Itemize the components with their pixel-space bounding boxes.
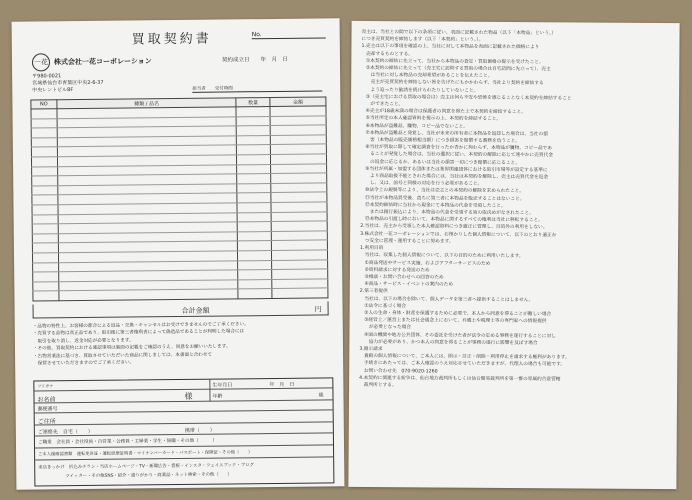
header-no: NO xyxy=(31,100,57,109)
table-cell[interactable] xyxy=(31,138,57,148)
table-cell[interactable] xyxy=(271,221,327,231)
terms-line: ることが発覚した場合は、当社の選択に従い、本契約の解除に応じて速やかに売買代金 xyxy=(360,152,553,159)
customer-info-form xyxy=(33,377,334,486)
terms-line: ⑦本物品が盗難品と発覚し、当社が未来の所有者に本物品を返却した場合は、当社の損 xyxy=(360,130,548,138)
terms-line: ①商品発送やサービス実施、およびアフターサービスのため xyxy=(359,260,491,267)
table-cell[interactable] xyxy=(236,107,270,117)
birth-date-field[interactable]: 年 月 日 xyxy=(269,381,295,389)
terms-line: 売主は、当社との間で以下の条項に従い、表面に記載された物品（以下「本物品」という。） xyxy=(361,29,557,37)
terms-line: ③相談・お問い合わせへの回答のため xyxy=(359,274,444,281)
table-cell[interactable] xyxy=(32,224,58,234)
table-cell[interactable] xyxy=(32,186,58,196)
terms-line: お問い合わせ先 070-9020-1260 xyxy=(359,368,438,375)
address-line: 宮城県仙台市青葉区中央2-6-37 xyxy=(32,79,104,87)
terms-line: 売主が売買契約を締結しない旨を告げたにもかかわらず、当社より契約を締結する xyxy=(361,80,544,87)
table-cell[interactable] xyxy=(237,154,271,164)
table-cell[interactable] xyxy=(237,183,271,193)
table-cell[interactable] xyxy=(272,240,328,250)
terms-line: の返金に応じるか、あるいは当社の損害一切につき賠償に応じること。 xyxy=(360,159,520,166)
serial-number-field: No. xyxy=(252,30,326,39)
company-logo-icon: 一花 xyxy=(32,53,50,71)
age-unit: 歳 xyxy=(318,392,324,399)
table-cell[interactable] xyxy=(271,231,327,241)
terms-line: つ安全に管理・運用することに努めます。 xyxy=(360,238,454,245)
terms-line: 2.第三者提供 xyxy=(359,289,388,295)
address-line: 〒980-0021 xyxy=(32,73,62,80)
terms-line: ⑤当社所定の本人確認資料を提示の上、本契約を締結すること。 xyxy=(360,116,502,123)
table-cell[interactable] xyxy=(237,135,271,145)
table-cell[interactable] xyxy=(32,176,58,186)
table-cell[interactable] xyxy=(271,192,327,202)
terms-line: ⑥本物品が盗難品、贋物、コピー品でないこと。 xyxy=(360,123,469,130)
terms-line: ができたこと。 xyxy=(361,101,404,108)
table-cell[interactable] xyxy=(271,164,327,174)
terms-line: 3.開示請求 xyxy=(359,346,383,353)
table-cell[interactable] xyxy=(237,164,271,174)
terms-line: ⑩法令上の規制等により、当社は売主との本契約の解除を求められたこと。 xyxy=(360,188,525,195)
age-label: 年齢 xyxy=(212,393,223,400)
terms-line: ④国の機関や地方公共団体、その委託を受けた者が法令の定める事務を遂行することに対し xyxy=(359,332,556,339)
terms-line: につき売買契約を締結します（以下「本契約」という。）。 xyxy=(361,37,484,43)
table-cell[interactable] xyxy=(272,250,328,260)
table-cell[interactable] xyxy=(271,154,327,164)
terms-line: ⑪当社が本物品買受後、直ちに第三者に本物品を販売することはないこと。 xyxy=(360,195,525,202)
table-cell[interactable] xyxy=(32,195,58,205)
items-table xyxy=(30,96,328,301)
table-cell[interactable] xyxy=(272,288,328,298)
terms-line: は当社に対し本物品の売却希望があることを伝えたこと。 xyxy=(361,73,493,80)
terms-line: 1.利用目的 xyxy=(360,246,384,252)
terms-line: よう迫ったり勧誘を続けられたりしていないこと。 xyxy=(361,87,479,94)
terms-line: が必要となった場合 xyxy=(359,325,412,331)
terms-line: 2.当社は、売主から受領した本人確認資料につき厳正に管理し、目的外の利用をしない。 xyxy=(360,224,548,231)
table-cell[interactable] xyxy=(271,173,327,183)
note-line: ・その他、買取契約における確認事項は裏面の記載をご確認のうえ、同意をお願いいたします。 xyxy=(32,344,231,352)
terms-line: ④商品・サービス・イベントの案内のため xyxy=(359,282,454,288)
note-line: 取引を取り消し、返金対応が必要となります。 xyxy=(32,338,134,345)
table-cell[interactable] xyxy=(236,116,270,126)
table-cell[interactable] xyxy=(238,241,272,251)
purchase-contract-front xyxy=(12,18,345,489)
visit-source-options-more[interactable]: ツイッター・その他SNS・紹介・通りがかり・商業誌・ネット検索・その他（ ） xyxy=(65,472,232,480)
terms-line: ②資料請求に対する発送のため xyxy=(359,267,430,274)
terms-line: ③（売主宅における買取の場合は）売主は何ら不安や恐怖を感じることなく本契約を締結すること xyxy=(361,94,572,102)
table-cell[interactable] xyxy=(238,250,272,260)
table-cell[interactable] xyxy=(32,233,58,243)
contract-date-field: 契約成立日 年 月 日 xyxy=(221,56,289,64)
visit-source-options[interactable]: 来店きっかけ 折込みチラシ・当店ホームページ・TV・新聞広告・看板・インスタ・フェイスブック・ブログ xyxy=(38,463,254,471)
name-label: お名前 xyxy=(37,396,56,404)
table-cell[interactable] xyxy=(236,126,270,136)
terms-line: ①法令に基づく場合 xyxy=(359,303,407,309)
header-quantity: 数量 xyxy=(236,98,270,107)
terms-line: 4.本契約に関連する紛争は、仙台地方裁判所もしくは仙台簡易裁判所を第一審の専属的合意管轄 xyxy=(359,375,561,383)
table-row xyxy=(33,288,328,301)
terms-line: ③経営上／運営上または社会通念上において、弁護士や税理士等の専門家への情報提供 xyxy=(359,318,547,325)
table-cell[interactable] xyxy=(271,211,327,221)
company-name: 株式会社一花コーポレーション xyxy=(53,57,152,67)
address-line: 中央レントビル8F xyxy=(32,87,74,94)
terms-line: ⑧当社が買取に際して確定調査を行ったか否かに拘わらず、本物品が贋物、コピー品であ xyxy=(360,145,552,152)
table-cell[interactable] xyxy=(270,116,326,126)
honorific-sama: 様 xyxy=(184,391,193,401)
staff-field: 担当者 受付時間 xyxy=(192,84,322,92)
terms-line: し、又は、前号と同様の対応を行う必要があること。 xyxy=(360,181,483,188)
terms-line: ⑨当社が所属・加盟する団体または業界関連団体における取引市場等が設定する基準に xyxy=(360,166,548,174)
table-cell[interactable] xyxy=(238,231,272,241)
terms-and-conditions xyxy=(359,29,672,391)
terms-line: ①本契約の締結に先立って、当社から本物品の査定・買取価格の提示を受けたこと。 xyxy=(361,58,544,66)
table-cell[interactable] xyxy=(32,205,58,215)
table-cell[interactable] xyxy=(33,262,59,272)
terms-line: より商品取扱不能とされた場合には、当社は本契約を解除し、売主は売買代金を返金 xyxy=(360,173,549,181)
table-cell[interactable] xyxy=(31,147,57,157)
terms-line: 協力が必要があり、かつ本人の同意を得ることが事務の遂行に影響を及ぼす場合 xyxy=(359,339,538,346)
table-cell[interactable] xyxy=(237,193,271,203)
table-cell[interactable] xyxy=(237,174,271,184)
table-cell[interactable] xyxy=(237,212,271,222)
total-row xyxy=(33,301,329,318)
table-cell[interactable] xyxy=(59,289,238,300)
table-cell[interactable] xyxy=(32,253,58,263)
table-cell[interactable] xyxy=(32,214,58,224)
table-cell[interactable] xyxy=(31,157,57,167)
id-document-options[interactable]: ご本人様確認書類 運転免許証・運転経歴証明書・マイナンバーカード・パスポート・保険証・その他（ ） xyxy=(38,450,253,458)
table-cell[interactable] xyxy=(238,260,272,270)
table-cell[interactable] xyxy=(272,259,328,269)
terms-line: 3.株式会社一花コーポレーションでは、お預かりした個人情報について、以下のとおり適正か xyxy=(360,231,557,238)
purchase-contract-back xyxy=(348,21,679,489)
terms-line: 売却するものとする。 xyxy=(361,51,413,57)
terms-line: 当社は、以下の場合を除いて、個人データを第三者へ提供することはしません。 xyxy=(359,296,534,303)
zip-label: 郵便番号 xyxy=(37,406,58,413)
terms-line: 手続きにあたっては、ご本人確認のうえ対応させていただきますが、代理人の場合も可能です。 xyxy=(359,361,566,368)
table-cell[interactable] xyxy=(270,135,326,145)
table-cell[interactable] xyxy=(32,243,58,253)
table-cell[interactable] xyxy=(31,118,57,128)
terms-line: 当社は、収集した個人情報について、以下の目的のために利用いたします。 xyxy=(359,253,524,260)
table-cell[interactable] xyxy=(238,289,272,299)
header-item-name: 種類 / 品名 xyxy=(57,98,236,109)
terms-line: ②人の生命・身体・財産を保護するために必要で、本人から同意を得ることが難しい場合 xyxy=(359,310,552,318)
table-cell[interactable] xyxy=(32,166,58,176)
table-cell[interactable] xyxy=(270,125,326,135)
table-cell[interactable] xyxy=(238,270,272,280)
header-amount: 金額 xyxy=(270,97,326,107)
table-cell[interactable] xyxy=(33,272,59,282)
terms-line: 裁判所とする。 xyxy=(359,382,397,389)
occupation-options[interactable]: ご職業 会社員・会社役員・自営業・公務員・主婦業・学生・無職・その他（ ） xyxy=(37,438,218,446)
terms-line: ⑬本物品の引渡し時において、本物品に関するすべての権利は当社に移転すること。 xyxy=(360,217,543,224)
table-cell[interactable] xyxy=(31,109,57,119)
table-cell[interactable] xyxy=(237,202,271,212)
table-cell[interactable] xyxy=(31,128,57,138)
total-label: 合計金額 xyxy=(181,306,210,315)
terms-line: ④売主が18歳未満の場合は保護者の同意を得た上で本契約を締結すること。 xyxy=(360,109,526,116)
terms-line: 1.売主は以下の事項を確認の上、当社に対して本物品を表面に記載された価格により xyxy=(361,44,540,51)
terms-line: ②本契約の締結に先立って（売主宅に訪問する買取の場合は自宅訪問に先立って）、売主 xyxy=(361,65,551,73)
terms-line: 貴殿の個人情報について、ご本人には、開示・訂正・削除・利用停止を請求する権利があります。 xyxy=(359,354,570,361)
terms-line: または銀行振込により、本物品の代金を受領する旨の取決めがなされたこと。 xyxy=(360,210,534,217)
table-cell[interactable] xyxy=(33,281,59,291)
items-table-body xyxy=(31,106,328,301)
table-cell[interactable] xyxy=(238,279,272,289)
document-title: 買取契約書 xyxy=(131,31,212,48)
home-phone-field[interactable]: ご連絡先 自宅（ ） xyxy=(37,428,93,436)
note-line: ・品物の特性上、お客様の都合による返品・交換・キャンセルはお受けできませんのでご了承ください。 xyxy=(32,322,249,330)
mobile-phone-field[interactable]: 携帯（ ） xyxy=(184,427,215,434)
table-cell[interactable] xyxy=(271,144,327,154)
table-cell[interactable] xyxy=(237,222,271,232)
table-cell[interactable] xyxy=(272,279,328,289)
table-cell[interactable] xyxy=(33,291,59,301)
note-line: 保管させていただきますのでご了承ください。 xyxy=(33,360,135,367)
yen-unit: 円 xyxy=(314,305,322,314)
table-cell[interactable] xyxy=(272,269,328,279)
furigana-label: フリガナ xyxy=(37,383,54,389)
table-cell[interactable] xyxy=(270,106,326,116)
birth-label: 生年月日 xyxy=(212,382,233,389)
table-cell[interactable] xyxy=(271,202,327,212)
note-line: ・古物営業法に基づき、買取させていただいた商品に関しましては、本書面と合わせて xyxy=(33,352,213,360)
notes-section xyxy=(33,320,333,368)
table-cell[interactable] xyxy=(237,145,271,155)
address-label: ご住所 xyxy=(37,418,56,426)
terms-line: ⑫本契約締結時に当社から現金にて本物品の代金を受領したこと。 xyxy=(360,202,506,209)
note-line: ・売買する品物は真正品であり、取引後に第三者権利者によって偽造品であることが判明した場合には xyxy=(32,329,245,337)
table-cell[interactable] xyxy=(271,183,327,193)
terms-line: 害（本物品の販売価格相当額）につき損害を賠償する義務を負うこと。 xyxy=(360,137,521,145)
